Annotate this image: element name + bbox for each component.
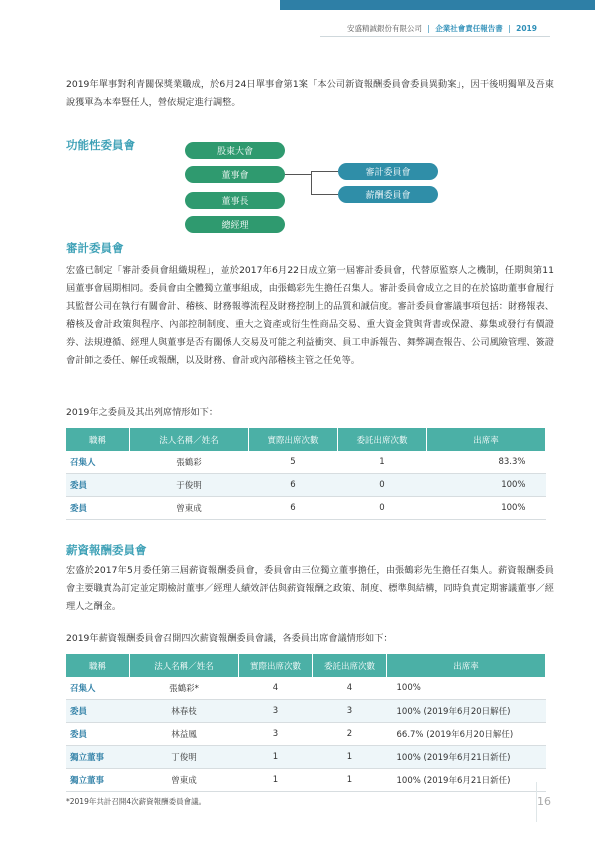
cell-rate: 100% (2019年6月20日解任) (387, 700, 546, 723)
cell-name: 林春枝 (130, 700, 239, 723)
cell-attended: 4 (239, 677, 313, 700)
page-number: 16 (537, 795, 551, 808)
cell-name: 張鶴彩 (130, 451, 249, 474)
table-header: 法人名稱／姓名 (130, 428, 249, 451)
header-separator: | (508, 24, 511, 33)
cell-name: 丁俊明 (130, 746, 239, 769)
cell-attended: 3 (239, 700, 313, 723)
header-accent-bar (280, 0, 595, 10)
cell-name: 曾東成 (130, 769, 239, 792)
cell-proxy: 1 (313, 769, 387, 792)
cell-rate: 66.7% (2019年6月20日解任) (387, 723, 546, 746)
org-box-audit-committee: 審計委員會 (338, 163, 438, 180)
cell-proxy: 0 (338, 474, 427, 497)
compensation-committee-paragraph: 宏盛於2017年5月委任第三屆薪資報酬委員會，委員會由三位獨立董事擔任，由張鶴彩先生擔任召集人。薪資報酬委員會主要職責為訂定並定期檢討董事／經理人績效評估與薪資報酬之政策、制度、標準與結構，同時負責定期審議董事／經理人之酬金。 (66, 565, 554, 612)
table-header: 法人名稱／姓名 (130, 654, 239, 677)
header-separator: | (427, 24, 430, 33)
cell-title: 委員 (66, 723, 130, 746)
cell-title: 委員 (66, 497, 130, 520)
table-row (66, 769, 546, 792)
org-connector (311, 171, 312, 195)
table-row (66, 451, 546, 474)
table-header: 實際出席次數 (239, 654, 313, 677)
cell-attended: 5 (249, 451, 338, 474)
intro-paragraph: 2019年單事對利青關保獎業職成，於6月24日單事會第1案「本公司新資報酬委員會委員異動案」，因干後明獨單及吾東說獲單為本奉豎任人，營依規定進行調整。 (66, 79, 554, 108)
cell-rate: 100% (2019年6月21日新任) (387, 769, 546, 792)
header-company: 安盛精誠銀份有限公司 (347, 24, 422, 33)
cell-proxy: 3 (313, 700, 387, 723)
org-box-board: 董事會 (185, 166, 285, 183)
org-connector (311, 194, 338, 195)
org-box-shareholders: 股東大會 (185, 142, 285, 159)
table-row (66, 723, 546, 746)
audit-committee-title: 審計委員會 (66, 241, 124, 255)
cell-rate: 100% (427, 474, 546, 497)
audit-committee-paragraph: 宏盛已制定「審計委員會組織規程」，並於2017年6月22日成立第一屆審計委員會，代替原監察人之機制，任期與第11屆董事會屆期相同。委員會由全體獨立董事組成，由張鶴彩先生擔任召集人。審計委員會成立之目的在於協助董事會履行其監督公司在執行有關會計、稽核、財務報導流程及財務控制上的品質和誠信度。審計委員會審議事項包括：財務報表、稽核及會計政策與程序、內部控制制度、重大之資產或衍生性商品交易、重大資金貸與背書或保證、募集或發行有價證券、法規遵循、經理人與董事是否有關係人交易及可能之利益衝突、員工申訴報告、舞弊調查報告、公司風險管理、簽證會計師之委任、解任或報酬，以及財務、會計或內部稽核主管之任免等。 (66, 265, 554, 366)
compensation-committee-title: 薪資報酬委員會 (66, 543, 147, 557)
table-header: 委託出席次數 (338, 428, 427, 451)
cell-title: 委員 (66, 474, 130, 497)
cell-title: 召集人 (66, 677, 130, 700)
org-connector (311, 171, 338, 172)
cell-rate: 100% (427, 497, 546, 520)
header-report-title: 企業社會責任報告書 (435, 24, 503, 33)
table-row (66, 474, 546, 497)
cell-title: 委員 (66, 700, 130, 723)
org-box-compensation-committee: 薪酬委員會 (338, 186, 438, 203)
cell-rate: 100% (387, 677, 546, 700)
cell-name: 曾東成 (130, 497, 249, 520)
cell-proxy: 0 (338, 497, 427, 520)
cell-attended: 1 (239, 769, 313, 792)
table-header: 出席率 (427, 428, 546, 451)
page-header (347, 23, 537, 34)
table-header: 職稱 (66, 428, 130, 451)
table-row (66, 700, 546, 723)
cell-attended: 6 (249, 474, 338, 497)
cell-attended: 6 (249, 497, 338, 520)
table-header: 職稱 (66, 654, 130, 677)
cell-proxy: 4 (313, 677, 387, 700)
cell-proxy: 1 (313, 746, 387, 769)
cell-name: 林益鳳 (130, 723, 239, 746)
table-row (66, 497, 546, 520)
cell-title: 獨立董事 (66, 769, 130, 792)
cell-title: 獨立董事 (66, 746, 130, 769)
org-connector (285, 174, 311, 175)
table-header: 實際出席次數 (249, 428, 338, 451)
table-header: 委託出席次數 (313, 654, 387, 677)
cell-title: 召集人 (66, 451, 130, 474)
cell-rate: 83.3% (427, 451, 546, 474)
compensation-table-caption: 2019年薪資報酬委員會召開四次薪資報酬委員會議，各委員出席會議情形如下： (66, 633, 393, 644)
cell-attended: 1 (239, 746, 313, 769)
cell-name: 于俊明 (130, 474, 249, 497)
cell-name: 張鶴彩* (130, 677, 239, 700)
functional-committees-title: 功能性委員會 (66, 138, 135, 152)
table-header: 出席率 (387, 654, 546, 677)
table-row (66, 677, 546, 700)
table-row (66, 746, 546, 769)
cell-proxy: 2 (313, 723, 387, 746)
cell-proxy: 1 (338, 451, 427, 474)
compensation-attendance-table (66, 654, 546, 792)
org-box-general-manager: 總經理 (185, 216, 285, 233)
audit-table-caption: 2019年之委員及其出列席情形如下： (66, 407, 219, 418)
footnote: *2019年共計召開4次薪資報酬委員會議。 (66, 797, 207, 806)
audit-attendance-table (66, 428, 546, 520)
header-year: 2019 (516, 24, 537, 33)
org-box-chairman: 董事長 (185, 192, 285, 209)
cell-rate: 100% (2019年6月21日新任) (387, 746, 546, 769)
cell-attended: 3 (239, 723, 313, 746)
header-divider (320, 36, 550, 37)
